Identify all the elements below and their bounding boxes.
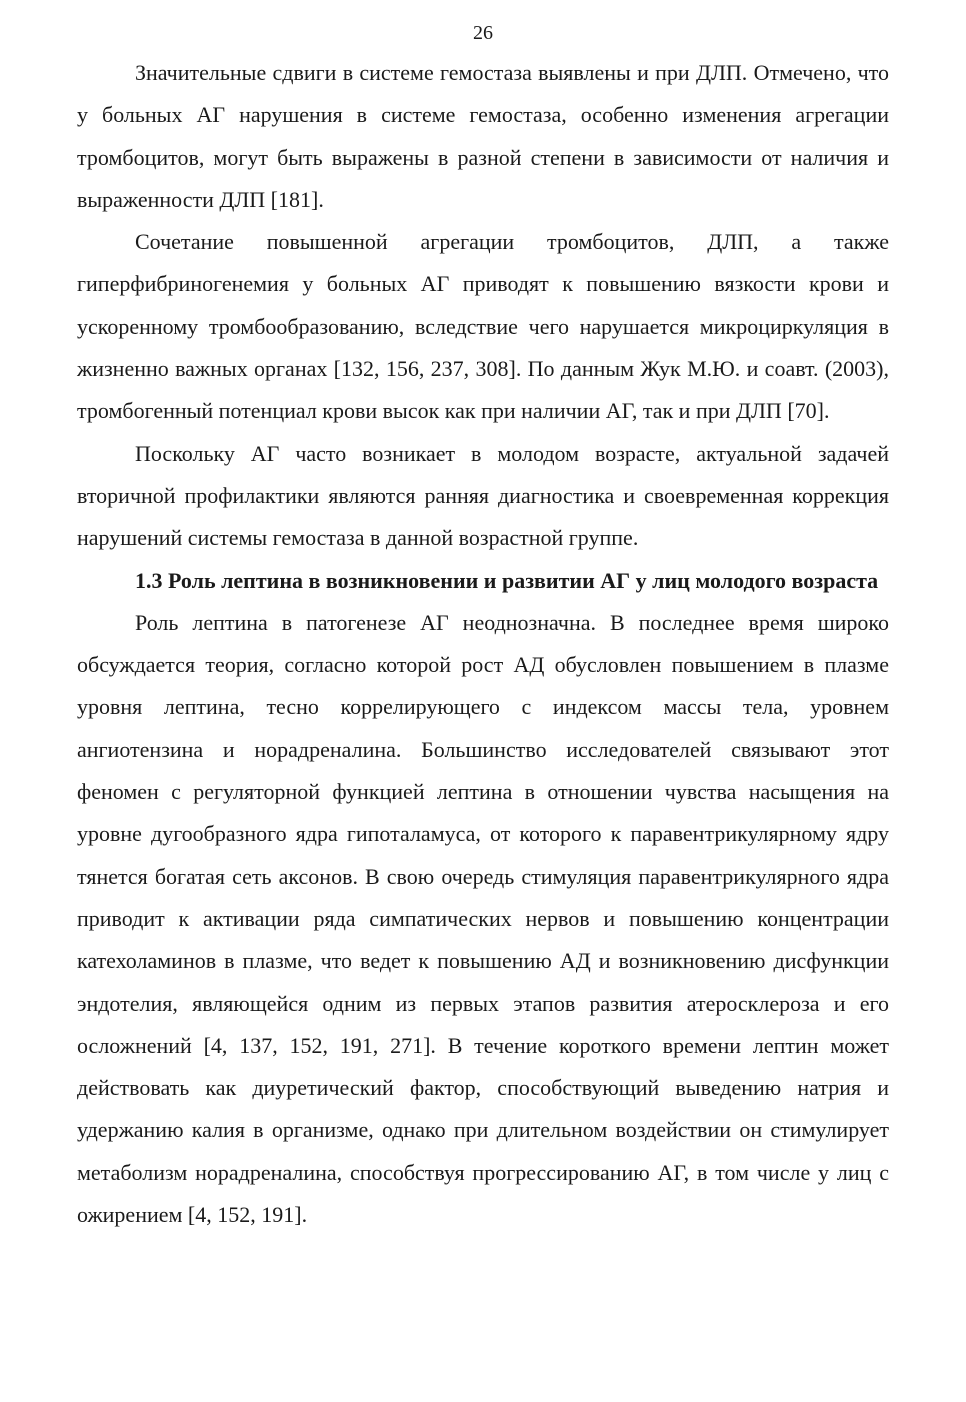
paragraph-hemostasis-shifts: Значительные сдвиги в системе гемостаза выявлены и при ДЛП. Отмечено, что у больных АГ нарушения в системе гемостаза, особенно изменения агрегации тромбоцитов, могут быть выражены в разной степени в зависимости от наличия и выраженности ДЛП [181].: [77, 60, 889, 212]
paragraph-prevention: Поскольку АГ часто возникает в молодом возрасте, актуальной задачей вторичной профилактики являются ранняя диагностика и своевременная коррекция нарушений системы гемостаза в данной возрастной группе.: [77, 440, 889, 551]
section-heading: 1.3 Роль лептина в возникновении и развитии АГ у лиц молодого возраста: [135, 567, 879, 593]
paragraph-leptin-role: Роль лептина в патогенезе АГ неоднозначна. В последнее время широко обсуждается теория, согласно которой рост АД обусловлен повышением в плазме уровня лептина, тесно коррелирующего с индексом массы тела, уровнем ангиотензина и норадреналина. Большинство исследователей связывают этот феномен с регуляторной функцией лептина в отношении чувства насыщения на уровне дугообразного ядра гипоталамуса, от которого к паравентрикулярному ядру тянется богатая сеть аксонов. В свою очередь стимуляция паравентрикулярного ядра приводит к активации ряда симпатических нервов и повышению концентрации катехоламинов в плазме, что ведет к повышению АД и возникновению дисфункции эндотелия, являющейся одним из первых этапов развития атеросклероза и его осложнений [4, 137, 152, 191, 271]. В течение короткого времени лептин может действовать как диуретический фактор, способствующий выведению натрия и удержанию калия в организме, однако при длительном воздействии он стимулирует метаболизм норадреналина, способствуя прогрессированию АГ, в том числе у лиц с ожирением [4, 152, 191].: [77, 609, 889, 1228]
paragraph-platelet-aggregation: Сочетание повышенной агрегации тромбоцитов, ДЛП, а также гиперфибриногенемия у больных АГ приводят к повышению вязкости крови и ускоренному тромбообразованию, вследствие чего нарушается микроциркуляция в жизненно важных органах [132, 156, 237, 308]. По данным Жук М.Ю. и соавт. (2003), тромбогенный потенциал крови высок как при наличии АГ, так и при ДЛП [70].: [77, 229, 889, 424]
page-content: [77, 52, 889, 1236]
page-number: 26: [473, 22, 493, 44]
